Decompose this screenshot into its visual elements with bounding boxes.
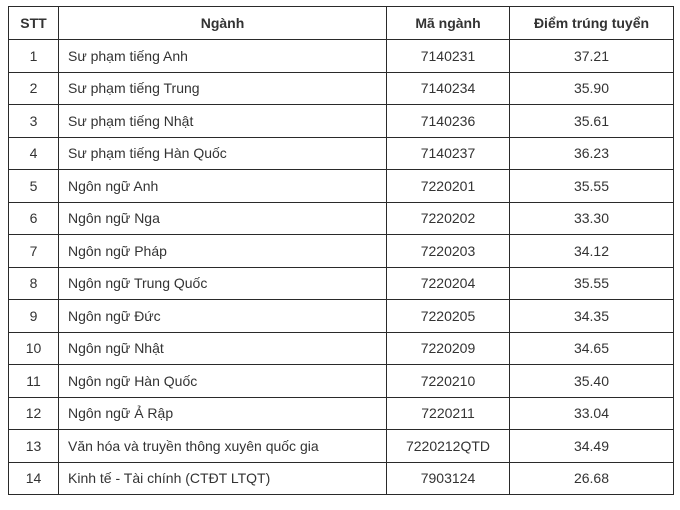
cell-ma-nganh: 7220209 [387, 332, 510, 365]
cell-diem: 34.65 [510, 332, 674, 365]
cell-stt: 2 [9, 72, 59, 105]
cell-diem: 33.30 [510, 202, 674, 235]
cell-nganh: Sư phạm tiếng Nhật [59, 105, 387, 138]
cell-ma-nganh: 7140234 [387, 72, 510, 105]
cell-ma-nganh: 7220212QTD [387, 430, 510, 463]
table-row [9, 40, 674, 73]
table-row [9, 300, 674, 333]
table-row [9, 235, 674, 268]
header-stt: STT [9, 7, 59, 40]
cell-diem: 33.04 [510, 397, 674, 430]
header-diem: Điểm trúng tuyển [510, 7, 674, 40]
cell-stt: 8 [9, 267, 59, 300]
cell-stt: 14 [9, 462, 59, 495]
cell-stt: 11 [9, 365, 59, 398]
cell-diem: 35.61 [510, 105, 674, 138]
cell-stt: 3 [9, 105, 59, 138]
header-nganh: Ngành [59, 7, 387, 40]
cell-stt: 10 [9, 332, 59, 365]
cell-nganh: Kinh tế - Tài chính (CTĐT LTQT) [59, 462, 387, 495]
cell-nganh: Văn hóa và truyền thông xuyên quốc gia [59, 430, 387, 463]
cell-ma-nganh: 7220203 [387, 235, 510, 268]
cell-diem: 34.49 [510, 430, 674, 463]
cell-nganh: Ngôn ngữ Đức [59, 300, 387, 333]
table-row [9, 430, 674, 463]
table-row [9, 397, 674, 430]
cell-stt: 12 [9, 397, 59, 430]
cell-diem: 34.12 [510, 235, 674, 268]
cell-nganh: Ngôn ngữ Trung Quốc [59, 267, 387, 300]
cell-diem: 35.90 [510, 72, 674, 105]
cell-nganh: Ngôn ngữ Pháp [59, 235, 387, 268]
cell-diem: 35.55 [510, 267, 674, 300]
cell-nganh: Sư phạm tiếng Anh [59, 40, 387, 73]
cell-nganh: Ngôn ngữ Ả Rập [59, 397, 387, 430]
cell-ma-nganh: 7903124 [387, 462, 510, 495]
cell-stt: 13 [9, 430, 59, 463]
cell-ma-nganh: 7220204 [387, 267, 510, 300]
cell-diem: 26.68 [510, 462, 674, 495]
cell-ma-nganh: 7140236 [387, 105, 510, 138]
cell-stt: 9 [9, 300, 59, 333]
cell-nganh: Sư phạm tiếng Hàn Quốc [59, 137, 387, 170]
cell-ma-nganh: 7220210 [387, 365, 510, 398]
cell-diem: 37.21 [510, 40, 674, 73]
cell-ma-nganh: 7140237 [387, 137, 510, 170]
cell-diem: 35.55 [510, 170, 674, 203]
cell-diem: 35.40 [510, 365, 674, 398]
cell-diem: 36.23 [510, 137, 674, 170]
table-row [9, 137, 674, 170]
cell-stt: 1 [9, 40, 59, 73]
table-row [9, 332, 674, 365]
table-row [9, 72, 674, 105]
table-row [9, 202, 674, 235]
cell-nganh: Ngôn ngữ Hàn Quốc [59, 365, 387, 398]
table-row [9, 267, 674, 300]
cell-ma-nganh: 7220211 [387, 397, 510, 430]
header-ma-nganh: Mã ngành [387, 7, 510, 40]
cell-stt: 4 [9, 137, 59, 170]
cell-nganh: Sư phạm tiếng Trung [59, 72, 387, 105]
cell-diem: 34.35 [510, 300, 674, 333]
cell-nganh: Ngôn ngữ Nhật [59, 332, 387, 365]
admission-scores-table-container [8, 6, 674, 495]
table-header-row [9, 7, 674, 40]
cell-stt: 7 [9, 235, 59, 268]
cell-stt: 5 [9, 170, 59, 203]
cell-nganh: Ngôn ngữ Anh [59, 170, 387, 203]
table-row [9, 170, 674, 203]
cell-ma-nganh: 7220205 [387, 300, 510, 333]
cell-ma-nganh: 7220202 [387, 202, 510, 235]
cell-ma-nganh: 7220201 [387, 170, 510, 203]
table-row [9, 105, 674, 138]
admission-scores-table [8, 6, 674, 495]
cell-nganh: Ngôn ngữ Nga [59, 202, 387, 235]
table-row [9, 462, 674, 495]
cell-stt: 6 [9, 202, 59, 235]
table-row [9, 365, 674, 398]
cell-ma-nganh: 7140231 [387, 40, 510, 73]
